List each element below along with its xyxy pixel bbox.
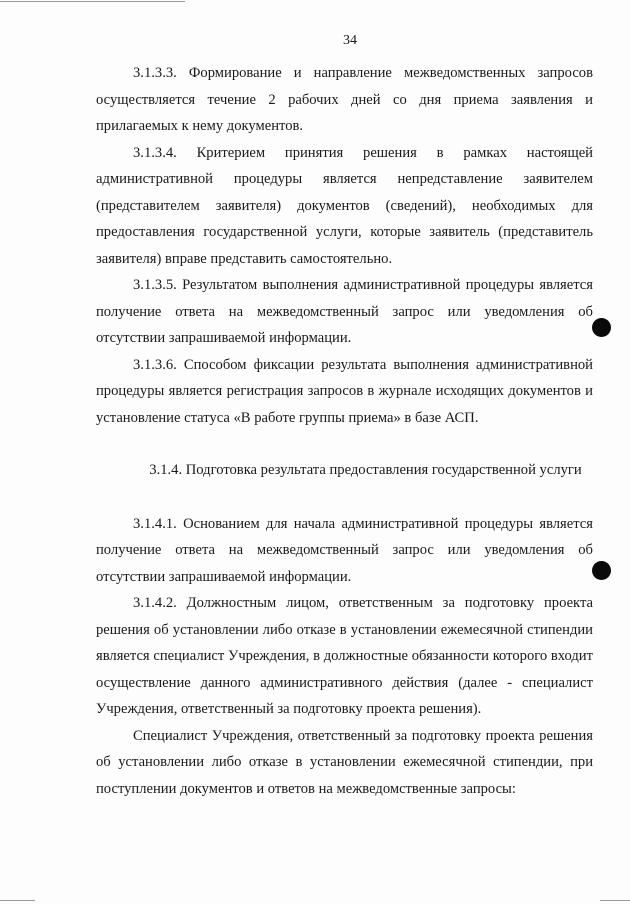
punch-hole [592, 318, 611, 337]
scan-edge-line [0, 1, 185, 2]
document-body [96, 60, 593, 802]
paragraph-3-1-3-3: 3.1.3.3. Формирование и направление межведомственных запросов осуществляется течение 2 рабочих дней со дня приема заявления и прилагаемых к нему документов. [96, 65, 593, 134]
scan-edge-line [600, 900, 630, 901]
paragraph-3-1-4-1: 3.1.4.1. Основанием для начала административной процедуры является получение ответа на межведомственный запрос или уведомления об отсутствии запрашиваемой информации. [96, 515, 593, 585]
scan-edge-line [0, 900, 35, 901]
section-heading: 3.1.4. Подготовка результата предоставления государственной услуги [149, 462, 582, 478]
paragraph-3-1-4-2: 3.1.4.2. Должностным лицом, ответственным за подготовку проекта решения об установлении либо отказе в установлении ежемесячной стипендии является специалист Учреждения, в должностные обязанности которого входит осуществление данного административного действия (далее - специалист Учреждения, ответственный за подготовку проекта решения). [96, 595, 593, 717]
paragraph-3-1-3-6: 3.1.3.6. Способом фиксации результата выполнения административной процедуры является регистрация запросов в журнале исходящих документов и установление статуса «В работе группы приема» в базе АСП. [96, 356, 593, 426]
paragraph-3-1-3-4: 3.1.3.4. Критерием принятия решения в рамках настоящей административной процедуры является непредставление заявителем (представителем заявителя) документов (сведений), необходимых для предоставления государственной услуги, которые заявитель (представитель заявителя) вправе представить самостоятельно. [96, 144, 593, 267]
paragraph-specialist: Специалист Учреждения, ответственный за подготовку проекта решения об установлении либо отказе в установлении ежемесячной стипендии, при поступлении документов и ответов на межведомственные запросы: [96, 727, 593, 797]
paragraph-3-1-3-5: 3.1.3.5. Результатом выполнения административной процедуры является получение ответа на межведомственный запрос или уведомления об отсутствии запрашиваемой информации. [96, 277, 593, 346]
punch-hole [592, 561, 611, 580]
page-number: 34 [343, 33, 357, 48]
